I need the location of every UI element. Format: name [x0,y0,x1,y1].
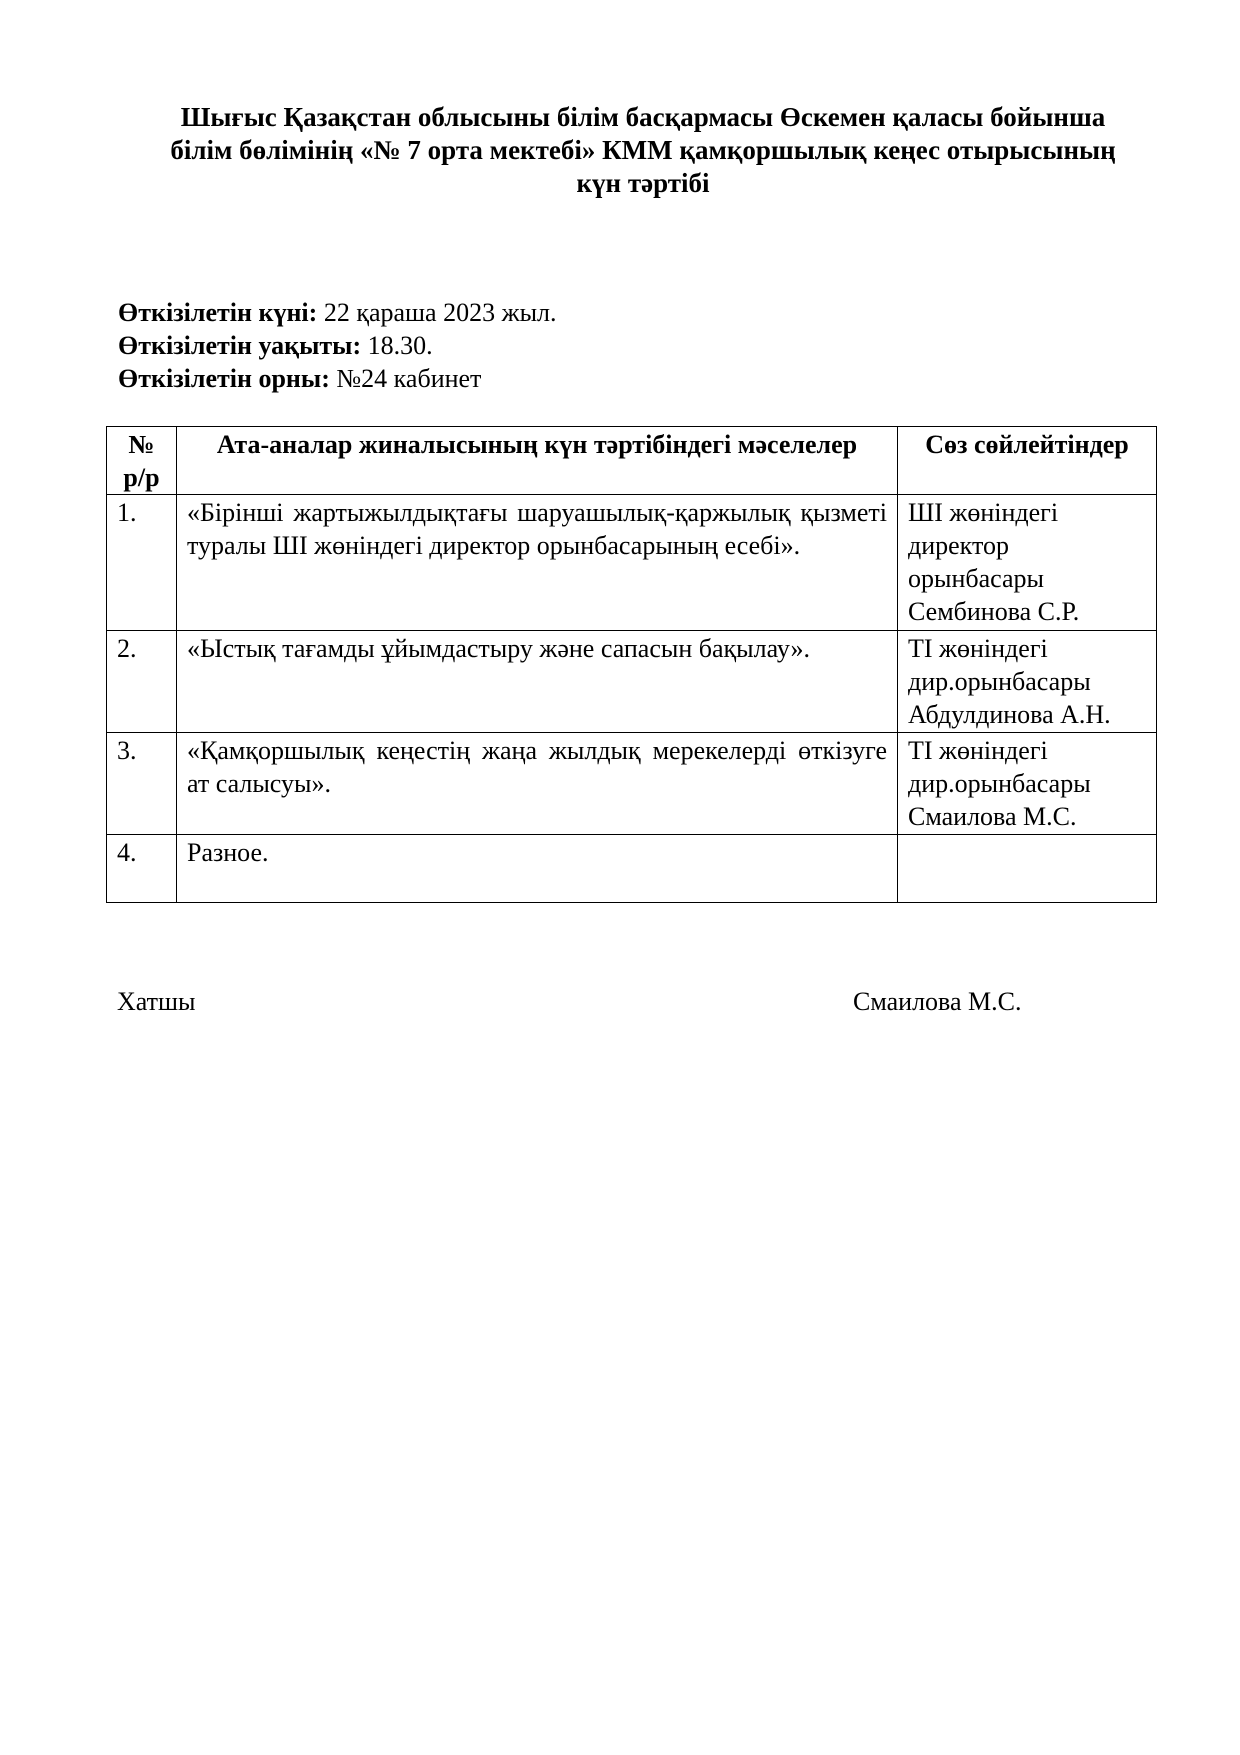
speaker-line: дир.орынбасары [908,769,1091,798]
header-issue: Ата-аналар жиналысының күн тәртібіндегі мәселелер [177,427,898,495]
date-label: Өткізілетін күні: [118,298,318,327]
row-issue: «Қамқоршылық кеңестің жаңа жылдық мерекелерді өткізуге ат салысуы». [177,733,898,835]
document-title [118,101,1168,200]
row-speaker [898,495,1157,631]
signature-name: Смаилова М.С. [853,987,1022,1016]
row-speaker [898,631,1157,733]
meeting-time [118,329,557,362]
meeting-date [118,296,557,329]
row-issue: «Ыстық тағамды ұйымдастыру және сапасын бақылау». [177,631,898,733]
speaker-line: ТІ жөніндегі [908,736,1048,765]
agenda-table [106,426,1157,903]
speaker-line: Абдулдинова А.Н. [908,700,1111,729]
row-issue: Разное. [177,835,898,903]
time-label: Өткізілетін уақыты: [118,331,362,360]
title-line-1: Шығыс Қазақстан облысыны білім басқармасы Өскемен қаласы бойынша [180,102,1106,132]
table-header-row [107,427,1157,495]
date-value: 22 қараша 2023 жыл. [317,298,557,327]
row-speaker [898,733,1157,835]
speaker-line: дир.орынбасары [908,667,1091,696]
row-speaker [898,835,1157,903]
speaker-line: директор [908,531,1009,560]
title-line-2: білім бөлімінің «№ 7 орта мектебі» КММ қамқоршылық кеңес отырысының [170,135,1116,165]
signature-label: Хатшы [117,987,196,1016]
table-row [107,733,1157,835]
place-label: Өткізілетін орны: [118,364,330,393]
speaker-line: ШІ жөніндегі [908,498,1059,527]
row-number: 3. [107,733,177,835]
meeting-place [118,362,557,395]
table-row [107,631,1157,733]
speaker-line: орынбасары [908,564,1045,593]
row-number: 2. [107,631,177,733]
row-issue: «Бірінші жартыжылдықтағы шаруашылық-қаржылық қызметі туралы ШІ жөніндегі директор орынбасарының есебі». [177,495,898,631]
header-number-line-2: р/р [123,463,160,492]
time-value: 18.30. [361,331,433,360]
row-number: 1. [107,495,177,631]
row-number: 4. [107,835,177,903]
header-speakers: Сөз сөйлейтіндер [898,427,1157,495]
speaker-line: Сембинова С.Р. [908,597,1080,626]
header-number [107,427,177,495]
speaker-line: Смаилова М.С. [908,802,1077,831]
meeting-details [118,296,557,395]
speaker-line: ТІ жөніндегі [908,634,1048,663]
table-row [107,495,1157,631]
header-number-line-1: № [128,430,155,459]
title-line-3: күн тәртібі [576,168,710,198]
table-row [107,835,1157,903]
place-value: №24 кабинет [329,364,482,393]
